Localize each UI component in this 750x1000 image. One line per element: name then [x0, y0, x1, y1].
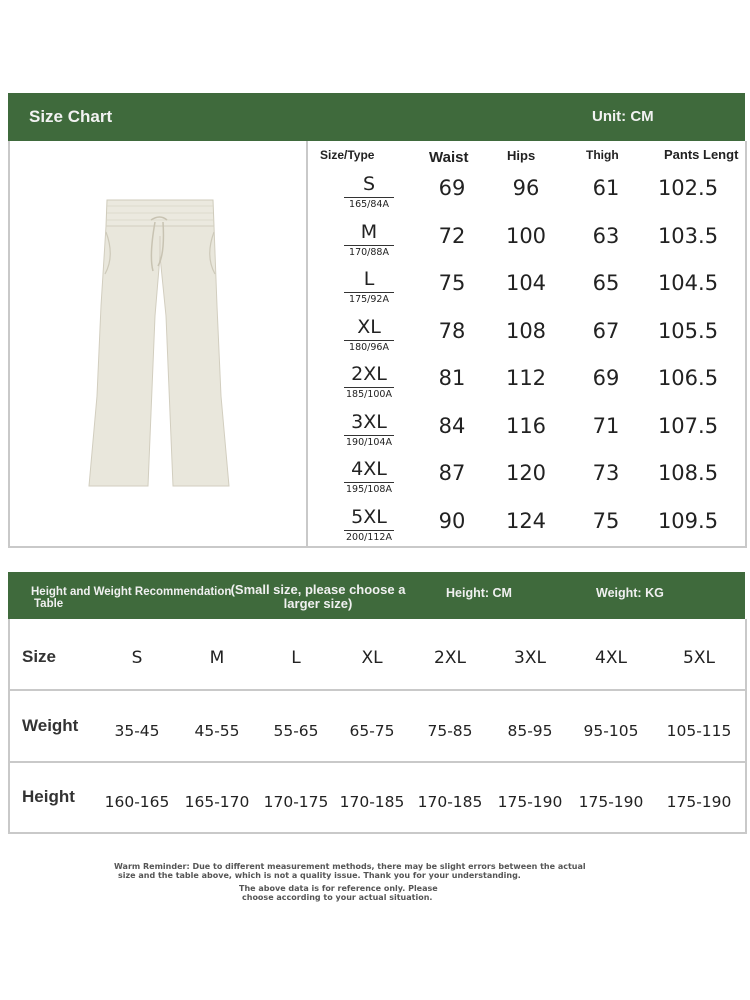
- cell-length: 108.5: [657, 461, 719, 485]
- size-chart-title: Size Chart: [29, 107, 113, 126]
- weight-cell: 55-65: [273, 722, 319, 740]
- cell-thigh: 75: [592, 508, 620, 533]
- size-row: [308, 268, 745, 319]
- size-underline: [344, 482, 394, 483]
- height-cell: 165-170: [184, 793, 250, 811]
- size-cell: 3XL: [514, 648, 546, 668]
- size-cell: M: [209, 648, 225, 668]
- size-row: [308, 315, 745, 367]
- size-underline: [344, 292, 394, 293]
- size-type: 180/96A: [349, 341, 389, 353]
- height-cell: 175-190: [497, 793, 563, 811]
- size-label: M: [360, 220, 378, 243]
- size-chart-header: [8, 93, 745, 141]
- size-cell: S: [131, 648, 143, 668]
- col-pants-length: Pants Lengt: [664, 147, 739, 162]
- recommendation-title-2: Table: [34, 598, 64, 610]
- recommendation-header: [8, 572, 745, 619]
- cell-hips: 112: [505, 366, 547, 390]
- size-underline: [344, 340, 394, 341]
- size-underline: [344, 387, 394, 388]
- cell-hips: 116: [505, 413, 547, 438]
- size-cell: L: [291, 648, 301, 668]
- cell-thigh: 61: [592, 176, 620, 200]
- col-hips: Hips: [507, 148, 536, 163]
- size-type: 185/100A: [346, 389, 392, 400]
- cell-hips: 96: [512, 176, 540, 200]
- col-thigh: Thigh: [586, 148, 619, 162]
- cell-thigh: 65: [592, 271, 620, 295]
- cell-length: 109.5: [657, 508, 719, 533]
- size-type: 200/112A: [346, 531, 392, 543]
- size-label: XL: [357, 315, 381, 338]
- row-label-size: Size: [22, 647, 57, 666]
- size-label: 3XL: [351, 410, 387, 433]
- weight-cell: 35-45: [114, 722, 160, 740]
- row-label-weight: Weight: [22, 716, 79, 735]
- weight-cell: 45-55: [194, 722, 240, 740]
- weight-cell: 95-105: [583, 722, 639, 740]
- cell-thigh: 73: [592, 461, 620, 485]
- cell-waist: 72: [438, 223, 466, 248]
- weight-cell: 85-95: [507, 722, 553, 740]
- size-type: 175/92A: [349, 294, 389, 305]
- cell-waist: 81: [438, 366, 466, 390]
- size-label: 2XL: [351, 363, 387, 385]
- size-chart-unit: Unit: CM: [592, 108, 654, 125]
- size-row: [308, 220, 745, 272]
- cell-hips: 108: [505, 318, 547, 343]
- cell-hips: 120: [505, 461, 547, 485]
- cell-waist: 78: [438, 318, 466, 343]
- cell-thigh: 69: [592, 366, 620, 390]
- cell-length: 103.5: [657, 223, 719, 248]
- col-waist: Waist: [429, 149, 469, 166]
- weight-cell: 65-75: [349, 722, 395, 740]
- size-cell: 2XL: [434, 648, 466, 668]
- cell-length: 107.5: [657, 413, 719, 438]
- cell-thigh: 63: [592, 223, 620, 248]
- size-underline: [344, 435, 394, 436]
- size-underline: [344, 245, 394, 246]
- table-divider: [8, 761, 745, 763]
- cell-thigh: 67: [592, 318, 620, 343]
- height-cell: 175-190: [666, 793, 732, 811]
- size-row: [308, 363, 745, 414]
- cell-length: 102.5: [657, 176, 719, 200]
- table-divider: [8, 689, 745, 691]
- size-row: [308, 410, 745, 462]
- size-type: 170/88A: [349, 246, 389, 258]
- cell-hips: 124: [505, 508, 547, 533]
- reminder-line: size and the table above, which is not a quality issue. Thank you for your understanding.: [118, 871, 521, 880]
- size-type: 195/108A: [346, 484, 392, 495]
- size-cell: XL: [361, 648, 383, 668]
- weight-cell: 75-85: [427, 722, 473, 740]
- size-label: S: [362, 173, 376, 195]
- reminder-line: choose according to your actual situation.: [242, 893, 433, 902]
- row-label-height: Height: [22, 787, 75, 806]
- cell-waist: 84: [438, 413, 466, 438]
- cell-hips: 100: [505, 223, 547, 248]
- weight-unit: Weight: KG: [596, 586, 664, 600]
- size-type: 190/104A: [346, 436, 392, 448]
- size-underline: [344, 530, 394, 531]
- size-row: [308, 173, 745, 224]
- size-row: [308, 505, 745, 557]
- cell-thigh: 71: [592, 413, 620, 438]
- size-cell: 5XL: [683, 648, 715, 668]
- size-label: L: [363, 268, 375, 290]
- flared-pants-icon: [85, 196, 231, 490]
- size-underline: [344, 197, 394, 198]
- size-label: 4XL: [351, 458, 387, 480]
- height-cell: 175-190: [578, 793, 644, 811]
- size-row: [308, 458, 745, 509]
- cell-hips: 104: [505, 271, 547, 295]
- size-label: 5XL: [351, 505, 387, 528]
- size-cell: 4XL: [595, 648, 627, 668]
- height-cell: 160-165: [104, 793, 170, 811]
- size-type: 165/84A: [349, 199, 389, 210]
- cell-length: 104.5: [657, 271, 719, 295]
- height-cell: 170-185: [417, 793, 483, 811]
- recommendation-note: (Small size, please choose a larger size): [230, 582, 406, 611]
- cell-waist: 75: [438, 271, 466, 295]
- recommendation-title: Height and Weight Recommendation: [31, 586, 232, 598]
- height-unit: Height: CM: [446, 586, 512, 600]
- height-cell: 170-175: [263, 793, 329, 811]
- cell-waist: 69: [438, 176, 466, 200]
- reminder-line: Warm Reminder: Due to different measurement methods, there may be slight errors between the actual: [114, 862, 586, 871]
- cell-waist: 87: [438, 461, 466, 485]
- reminder-line: The above data is for reference only. Please: [239, 884, 438, 893]
- height-cell: 170-185: [339, 793, 405, 811]
- cell-length: 106.5: [657, 366, 719, 390]
- cell-waist: 90: [438, 508, 466, 533]
- cell-length: 105.5: [657, 318, 719, 343]
- weight-cell: 105-115: [666, 722, 732, 740]
- col-size-type: Size/Type: [320, 148, 375, 162]
